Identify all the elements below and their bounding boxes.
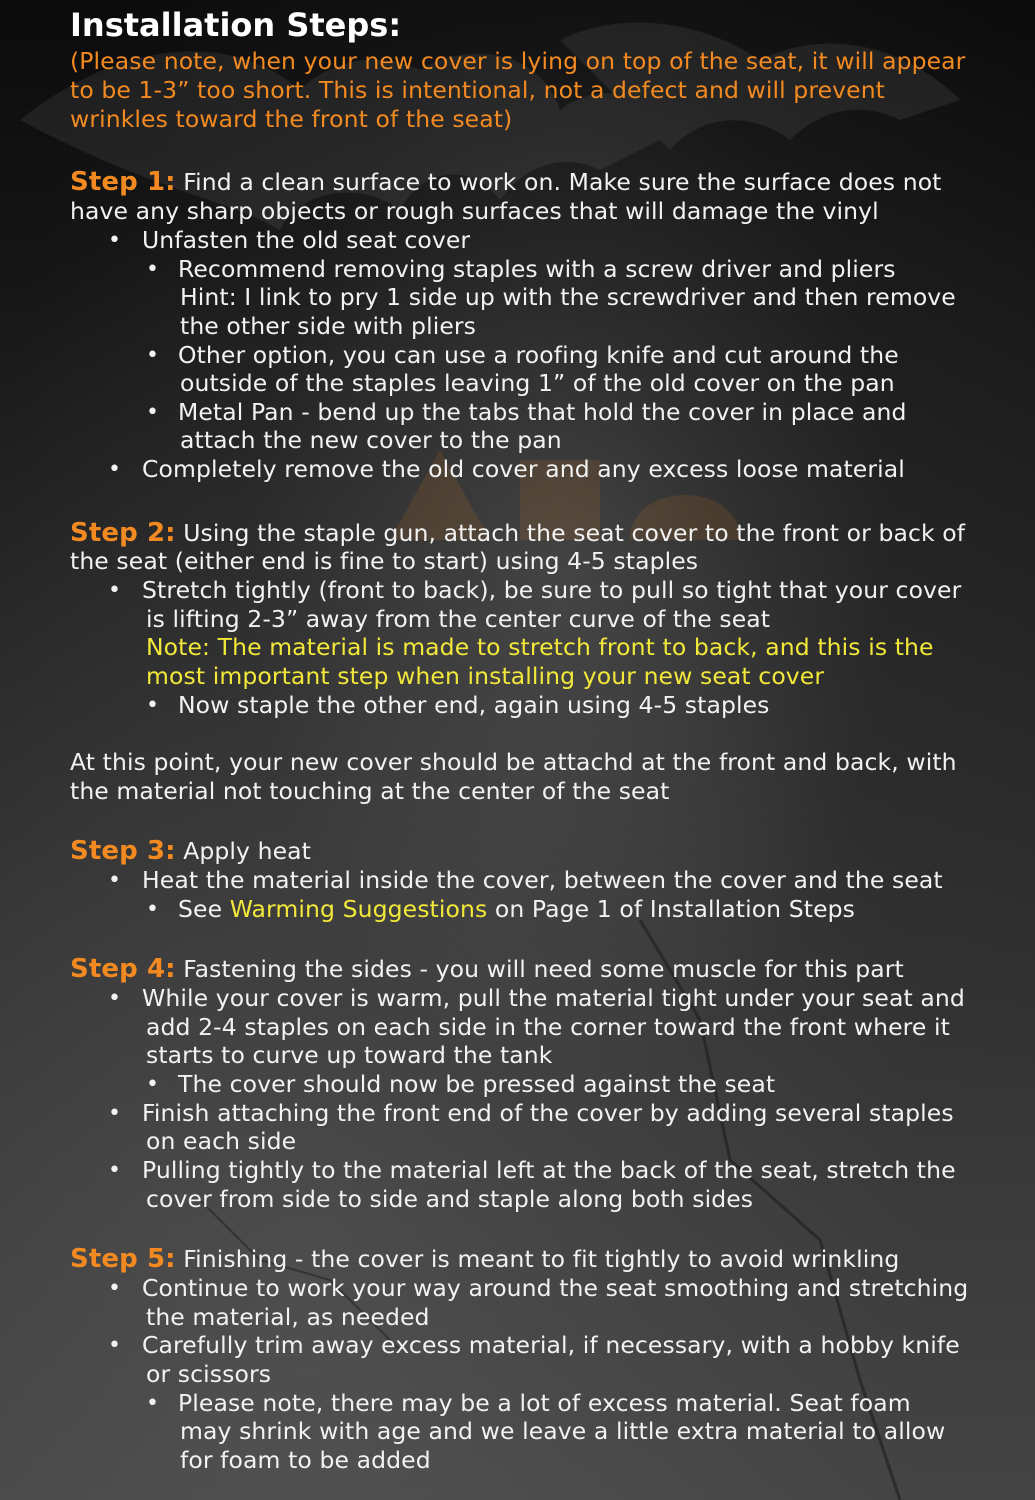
step1-label: Step 1: — [70, 167, 176, 197]
bullet-icon: • — [108, 578, 121, 603]
midpoint-line-1: At this point, your new cover should be attachd at the front and back, with — [70, 748, 957, 776]
step1-sub-3b: attach the new cover to the pan — [180, 426, 562, 454]
step4-label: Step 4: — [70, 954, 176, 984]
step4-sub-1: The cover should now be pressed against the seat — [178, 1070, 776, 1098]
warming-suggestions-link[interactable]: Warming Suggestions — [229, 895, 488, 923]
step2-text: Using the staple gun, attach the seat cover to the front or back of — [175, 519, 966, 547]
step1-line-2: have any sharp objects or rough surfaces that will damage the vinyl — [70, 197, 879, 225]
step5-bullet-1b: the material, as needed — [146, 1303, 430, 1331]
step4-text: Fastening the sides - you will need some muscle for this part — [175, 955, 904, 983]
step5-sub-1b: may shrink with age and we leave a little extra material to allow — [180, 1417, 946, 1445]
bullet-icon: • — [108, 1276, 121, 1301]
step5-text: Finishing - the cover is meant to fit tightly to avoid wrinkling — [175, 1245, 900, 1273]
bullet-icon: • — [108, 1333, 121, 1358]
step5-bullet-2a: Carefully trim away excess material, if necessary, with a hobby knife — [142, 1331, 960, 1359]
midpoint-line-2: the material not touching at the center of the seat — [70, 777, 670, 805]
step2-note-2: most important step when installing your new seat cover — [146, 662, 825, 690]
step1-sub-3a: Metal Pan - bend up the tabs that hold the cover in place and — [178, 398, 907, 426]
step4-bullet-3a: Pulling tightly to the material left at the back of the seat, stretch the — [142, 1156, 956, 1184]
step3-sub-1 — [178, 895, 855, 924]
bullet-icon: • — [108, 1158, 121, 1183]
step1-line-1 — [70, 168, 942, 197]
step4-line-1 — [70, 955, 904, 984]
bullet-icon: • — [146, 693, 159, 718]
bullet-icon: • — [146, 343, 159, 368]
step3-label: Step 3: — [70, 836, 176, 866]
step1-text: Find a clean surface to work on. Make sure the surface does not — [175, 168, 942, 196]
step5-sub-1c: for foam to be added — [180, 1446, 431, 1474]
step2-sub-1: Now staple the other end, again using 4-5 staples — [178, 691, 770, 719]
bullet-icon: • — [108, 228, 121, 253]
step2-note-1: Note: The material is made to stretch front to back, and this is the — [146, 633, 934, 661]
bullet-icon: • — [108, 457, 121, 482]
note-line-3: wrinkles toward the front of the seat) — [70, 105, 513, 133]
bullet-icon: • — [146, 897, 159, 922]
bullet-icon: • — [146, 257, 159, 282]
step2-label: Step 2: — [70, 518, 176, 548]
step3-sub-post: on Page 1 of Installation Steps — [487, 895, 855, 923]
bullet-icon: • — [108, 1101, 121, 1126]
bullet-icon: • — [108, 986, 121, 1011]
step1-sub-1: Recommend removing staples with a screw driver and pliers — [178, 255, 896, 283]
bullet-icon: • — [146, 1391, 159, 1416]
step1-bullet-1: Unfasten the old seat cover — [142, 226, 471, 254]
step5-label: Step 5: — [70, 1244, 176, 1274]
step1-hint-2: the other side with pliers — [180, 312, 476, 340]
step2-bullet-1a: Stretch tightly (front to back), be sure to pull so tight that your cover — [142, 576, 962, 604]
step2-bullet-1b: is lifting 2-3” away from the center curve of the seat — [146, 605, 771, 633]
step4-bullet-2a: Finish attaching the front end of the cover by adding several staples — [142, 1099, 954, 1127]
step5-bullet-2b: or scissors — [146, 1360, 272, 1388]
step4-bullet-3b: cover from side to side and staple along both sides — [146, 1185, 754, 1213]
bullet-icon: • — [146, 400, 159, 425]
step1-bullet-2: Completely remove the old cover and any excess loose material — [142, 455, 905, 483]
step4-bullet-2b: on each side — [146, 1127, 297, 1155]
step5-bullet-1a: Continue to work your way around the seat smoothing and stretching — [142, 1274, 969, 1302]
note-line-1: (Please note, when your new cover is lying on top of the seat, it will appear — [70, 47, 966, 75]
step2-line-1 — [70, 519, 965, 548]
bullet-icon: • — [108, 868, 121, 893]
step5-line-1 — [70, 1245, 899, 1274]
step3-bullet-1: Heat the material inside the cover, between the cover and the seat — [142, 866, 943, 894]
step3-text: Apply heat — [175, 837, 311, 865]
step1-sub-2a: Other option, you can use a roofing knife and cut around the — [178, 341, 899, 369]
step4-bullet-1c: starts to curve up toward the tank — [146, 1041, 553, 1069]
note-line-2: to be 1-3” too short. This is intentional, not a defect and will prevent — [70, 76, 886, 104]
step4-bullet-1a: While your cover is warm, pull the material tight under your seat and — [142, 984, 965, 1012]
step3-line-1 — [70, 837, 311, 866]
page-title: Installation Steps: — [70, 6, 402, 44]
bullet-icon: • — [146, 1072, 159, 1097]
step2-line-2: the seat (either end is fine to start) using 4-5 staples — [70, 547, 699, 575]
step5-sub-1a: Please note, there may be a lot of excess material. Seat foam — [178, 1389, 911, 1417]
step1-sub-2b: outside of the staples leaving 1” of the old cover on the pan — [180, 369, 895, 397]
step3-sub-pre: See — [178, 895, 230, 923]
step1-hint-1: Hint: I link to pry 1 side up with the screwdriver and then remove — [180, 283, 956, 311]
step4-bullet-1b: add 2-4 staples on each side in the corner toward the front where it — [146, 1013, 950, 1041]
